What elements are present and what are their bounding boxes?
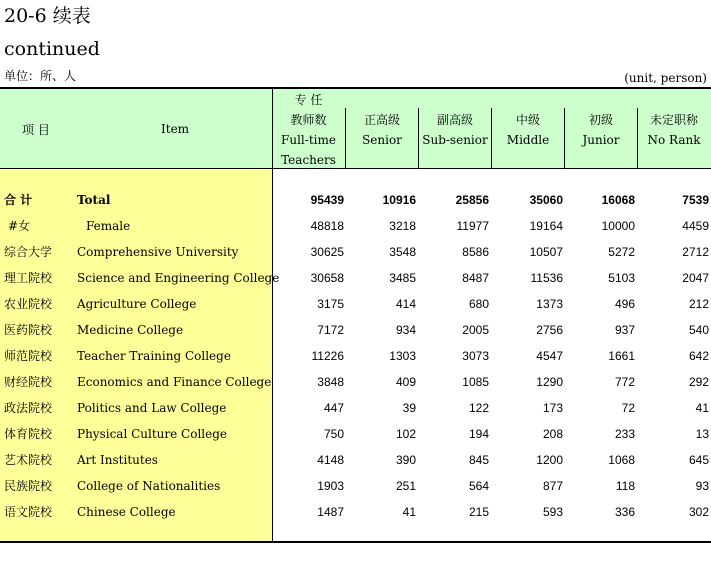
cell-sub-senior: 3073 (462, 349, 489, 363)
cell-middle: 10507 (529, 245, 563, 259)
row-label-cn: 农业院校 (4, 297, 53, 311)
cell-full-time: 4148 (317, 453, 344, 467)
row-label-en: Comprehensive University (77, 245, 239, 259)
table-row (0, 265, 711, 291)
header-full-time-teachers: 专 任 教师数 Full-time Teachers (281, 93, 336, 167)
header-item-cn: 项 目 (22, 123, 50, 137)
cell-full-time: 11226 (311, 349, 344, 363)
cell-senior: 409 (395, 375, 416, 389)
row-label-cn: 艺术院校 (4, 453, 53, 467)
row-label-cn: 语文院校 (4, 505, 53, 519)
cell-full-time: 7172 (317, 323, 344, 337)
row-label-cn: 综合大学 (4, 245, 53, 259)
cell-no-rank: 93 (695, 479, 709, 493)
cell-full-time: 1487 (317, 505, 344, 519)
page-subtitle: continued (4, 38, 100, 60)
table-row (0, 473, 711, 499)
cell-middle: 11536 (530, 271, 563, 285)
cell-junior: 5103 (608, 271, 635, 285)
cell-junior: 1068 (608, 453, 635, 467)
cell-senior: 102 (395, 427, 416, 441)
table-row-total (0, 187, 711, 213)
table-bottom-rule (0, 541, 711, 543)
cell-sub-senior: 122 (468, 401, 489, 415)
row-label-en: Female (86, 219, 131, 233)
table-row (0, 213, 711, 239)
cell-no-rank: 2712 (682, 245, 709, 259)
row-label-en: Agriculture College (77, 297, 197, 311)
cell-full-time: 95439 (310, 193, 344, 207)
header-item-en: Item (161, 122, 190, 136)
cell-senior: 1303 (389, 349, 416, 363)
cell-junior: 118 (615, 479, 635, 493)
cell-junior: 496 (614, 297, 635, 311)
row-label-cn: 财经院校 (4, 375, 53, 389)
cell-senior: 39 (402, 401, 416, 415)
cell-senior: 414 (395, 297, 416, 311)
row-label-en: Teacher Training College (77, 349, 231, 363)
table-row (0, 499, 711, 525)
cell-no-rank: 540 (688, 323, 709, 337)
cell-junior: 937 (614, 323, 635, 337)
row-label-cn: 体育院校 (4, 427, 53, 441)
cell-middle: 1290 (536, 375, 563, 389)
row-label-en: Art Institutes (77, 453, 158, 467)
row-label-en: Science and Engineering College (77, 271, 280, 285)
cell-sub-senior: 2005 (462, 323, 489, 337)
row-label-en: Medicine College (77, 323, 184, 337)
cell-sub-senior: 215 (468, 505, 489, 519)
cell-middle: 173 (542, 401, 563, 415)
header-senior: 正高级 Senior (362, 113, 402, 147)
cell-sub-senior: 845 (468, 453, 489, 467)
cell-middle: 1200 (536, 453, 563, 467)
cell-junior: 16068 (601, 193, 635, 207)
cell-senior: 3218 (389, 219, 416, 233)
row-label-cn: #女 (8, 219, 31, 233)
cell-junior: 10000 (601, 219, 635, 233)
cell-junior: 5272 (608, 245, 635, 259)
cell-junior: 233 (614, 427, 635, 441)
cell-no-rank: 292 (688, 375, 709, 389)
row-label-cn: 合 计 (4, 193, 33, 207)
header-sub-senior: 副高级 Sub-senior (422, 113, 488, 147)
cell-full-time: 48818 (310, 219, 344, 233)
cell-no-rank: 302 (688, 505, 709, 519)
cell-full-time: 1903 (317, 479, 344, 493)
cell-sub-senior: 8487 (462, 271, 489, 285)
cell-junior: 336 (614, 505, 635, 519)
cell-senior: 3548 (389, 245, 416, 259)
cell-senior: 10916 (382, 193, 416, 207)
table-row (0, 291, 711, 317)
page-title: 20-6 续表 (4, 5, 91, 27)
cell-middle: 208 (542, 427, 563, 441)
cell-middle: 35060 (529, 193, 563, 207)
table-row (0, 369, 711, 395)
unit-label-en: (unit, person) (624, 71, 707, 85)
cell-full-time: 447 (323, 401, 344, 415)
cell-junior: 772 (614, 375, 635, 389)
header-middle: 中级 Middle (506, 113, 550, 147)
unit-label-cn: 单位：所、人 (4, 69, 77, 83)
cell-no-rank: 7539 (682, 193, 709, 207)
row-label-en: Total (77, 193, 111, 207)
row-label-cn: 政法院校 (4, 401, 53, 415)
table-row (0, 343, 711, 369)
table-row (0, 395, 711, 421)
cell-sub-senior: 564 (468, 479, 489, 493)
cell-sub-senior: 680 (468, 297, 489, 311)
cell-middle: 593 (542, 505, 563, 519)
row-label-en: Physical Culture College (77, 427, 228, 441)
row-label-cn: 民族院校 (4, 479, 53, 493)
cell-senior: 251 (395, 479, 416, 493)
cell-senior: 3485 (389, 271, 416, 285)
cell-sub-senior: 25856 (455, 193, 489, 207)
row-label-en: Politics and Law College (77, 401, 227, 415)
table-row (0, 447, 711, 473)
row-label-en: Economics and Finance College (77, 375, 272, 389)
cell-sub-senior: 194 (468, 427, 489, 441)
cell-no-rank: 642 (688, 349, 709, 363)
cell-sub-senior: 11977 (456, 219, 489, 233)
cell-junior: 1661 (608, 349, 635, 363)
cell-senior: 390 (395, 453, 416, 467)
cell-middle: 1373 (536, 297, 563, 311)
cell-sub-senior: 1085 (462, 375, 489, 389)
row-label-cn: 理工院校 (4, 271, 53, 285)
cell-no-rank: 4459 (682, 219, 709, 233)
table-row (0, 317, 711, 343)
cell-sub-senior: 8586 (462, 245, 489, 259)
header-junior: 初级 Junior (582, 113, 620, 147)
cell-full-time: 30658 (310, 271, 344, 285)
cell-junior: 72 (621, 401, 635, 415)
cell-no-rank: 13 (695, 427, 709, 441)
cell-full-time: 30625 (310, 245, 344, 259)
row-label-en: Chinese College (77, 505, 176, 519)
cell-middle: 19164 (529, 219, 563, 233)
row-label-cn: 师范院校 (4, 349, 53, 363)
cell-full-time: 3848 (317, 375, 344, 389)
cell-senior: 934 (395, 323, 416, 337)
cell-middle: 877 (542, 479, 563, 493)
row-label-cn: 医药院校 (4, 323, 53, 337)
cell-no-rank: 2047 (682, 271, 709, 285)
cell-no-rank: 212 (688, 297, 709, 311)
table-row (0, 239, 711, 265)
cell-no-rank: 41 (695, 401, 709, 415)
cell-middle: 2756 (536, 323, 563, 337)
table-top-rule (0, 87, 711, 89)
row-label-en: College of Nationalities (77, 479, 221, 493)
cell-full-time: 750 (323, 427, 344, 441)
header-no-rank: 未定职称 No Rank (647, 113, 701, 147)
cell-full-time: 3175 (317, 297, 344, 311)
table-row (0, 421, 711, 447)
cell-middle: 4547 (536, 349, 563, 363)
cell-no-rank: 645 (688, 453, 709, 467)
header-bottom-rule (0, 168, 711, 169)
cell-senior: 41 (402, 505, 416, 519)
